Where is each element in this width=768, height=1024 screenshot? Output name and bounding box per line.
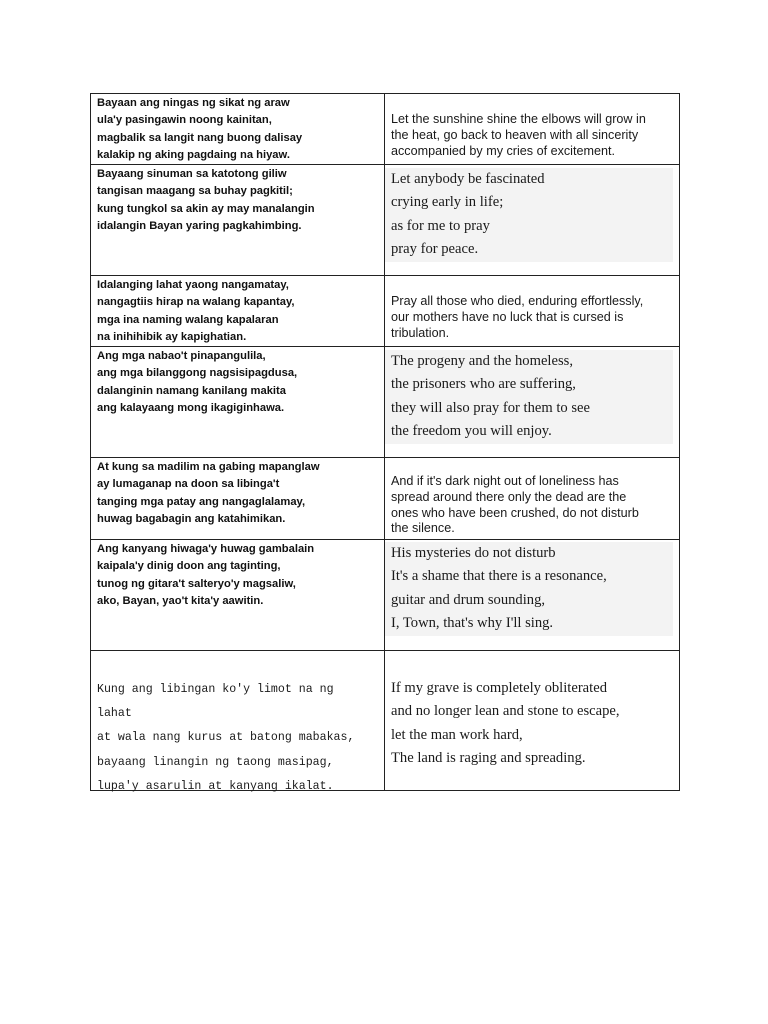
verse-line: guitar and drum sounding, — [391, 591, 546, 608]
verse-line: the heat, go back to heaven with all sincerity — [391, 127, 639, 142]
table-row — [91, 276, 680, 347]
verse-line: nangagtiis hirap na walang kapantay, — [97, 296, 295, 309]
verse-line: ang mga bilanggong nagsisipagdusa, — [97, 367, 298, 380]
verse-line: ula'y pasingawin noong kainitan, — [97, 114, 272, 127]
english-stanza — [385, 112, 679, 159]
table-row — [91, 165, 680, 276]
verse-line: crying early in life; — [391, 194, 504, 211]
verse-line: magbalik sa langit nang buong dalisay — [97, 131, 303, 144]
verse-line: lahat — [97, 707, 132, 721]
verse-line: ones who have been crushed, do not disturb — [391, 505, 639, 520]
verse-line: dalanginin namang kanilang makita — [97, 384, 286, 397]
tagalog-cell — [91, 94, 385, 164]
verse-line: Ang kanyang hiwaga'y huwag gambalain — [97, 543, 315, 555]
verse-line: the prisoners who are suffering, — [391, 376, 576, 393]
english-cell — [385, 94, 680, 164]
verse-line: Idalanging lahat yaong nangamatay, — [97, 279, 289, 291]
verse-line: kalakip ng aking pagdaing na hiyaw. — [97, 148, 290, 161]
verse-line: tunog ng gitara't salteryo'y magsaliw, — [97, 577, 296, 590]
tagalog-stanza — [91, 541, 384, 610]
verse-line: ako, Bayan, yao't kita'y aawitin. — [97, 594, 264, 607]
verse-line: Bayaan ang ningas ng sikat ng araw — [97, 97, 290, 109]
english-cell — [385, 540, 680, 650]
english-stanza — [385, 350, 673, 444]
verse-line: tribulation. — [391, 325, 450, 340]
verse-line: tanging mga patay ang nangaglalamay, — [97, 495, 306, 508]
english-stanza — [385, 542, 673, 636]
tagalog-cell — [91, 458, 385, 539]
english-cell — [385, 165, 680, 275]
verse-line: they will also pray for them to see — [391, 399, 590, 416]
english-stanza — [385, 168, 673, 262]
verse-line: If my grave is completely obliterated — [391, 680, 607, 696]
table-row — [91, 540, 680, 651]
verse-line: Kung ang libingan ko'y limot na ng — [97, 683, 334, 696]
english-cell — [385, 276, 680, 346]
verse-line: And if it's dark night out of loneliness has — [391, 474, 619, 488]
verse-line: lupa'y asarulin at kanyang ikalat. — [97, 779, 334, 793]
verse-line: at wala nang kurus at batong mabakas, — [97, 731, 355, 745]
verse-line: bayaang linangin ng taong masipag, — [97, 755, 334, 769]
table-row — [91, 94, 680, 165]
verse-line: Bayaang sinuman sa katotong giliw — [97, 168, 287, 180]
english-cell — [385, 347, 680, 457]
english-cell — [385, 651, 680, 790]
tagalog-stanza — [91, 95, 384, 164]
verse-line: spread around there only the dead are the — [391, 489, 627, 504]
tagalog-cell — [91, 347, 385, 457]
table-row — [91, 651, 680, 791]
verse-line: let the man work hard, — [391, 726, 523, 743]
table-row — [91, 458, 680, 540]
verse-line: The land is raging and spreading. — [391, 750, 586, 767]
tagalog-cell — [91, 651, 385, 793]
tagalog-stanza — [91, 678, 384, 799]
verse-line: na inihihibik ay kapighatian. — [97, 330, 247, 343]
tagalog-stanza — [91, 277, 384, 346]
verse-line: ay lumaganap na doon sa libinga't — [97, 478, 280, 491]
verse-line: pray for peace. — [391, 241, 479, 258]
verse-line: kung tungkol sa akin ay may manalangin — [97, 202, 315, 215]
verse-line: the silence. — [391, 521, 455, 536]
verse-line: Ang mga nabao't pinapangulila, — [97, 350, 266, 362]
verse-line: accompanied by my cries of excitement. — [391, 143, 615, 158]
verse-line: tangisan maagang sa buhay pagkitil; — [97, 185, 293, 198]
verse-line: I, Town, that's why I'll sing. — [391, 615, 554, 632]
verse-line: Pray all those who died, enduring effortlessly, — [391, 294, 644, 308]
verse-line: the freedom you will enjoy. — [391, 423, 552, 440]
verse-line: our mothers have no luck that is cursed is — [391, 309, 624, 324]
verse-line: At kung sa madilim na gabing mapanglaw — [97, 461, 320, 473]
verse-line: idalangin Bayan yaring pagkahimbing. — [97, 219, 302, 232]
english-cell — [385, 458, 680, 539]
english-stanza — [385, 294, 679, 341]
tagalog-cell — [91, 540, 385, 650]
verse-line: and no longer lean and stone to escape, — [391, 703, 620, 720]
verse-line: It's a shame that there is a resonance, — [391, 568, 607, 585]
verse-line: His mysteries do not disturb — [391, 545, 556, 561]
verse-line: as for me to pray — [391, 217, 490, 234]
translation-table — [90, 93, 680, 791]
verse-line: The progeny and the homeless, — [391, 353, 573, 369]
tagalog-stanza — [91, 348, 384, 417]
verse-line: mga ina naming walang kapalaran — [97, 313, 279, 326]
verse-line: kaipala'y dinig doon ang taginting, — [97, 560, 281, 573]
tagalog-stanza — [91, 166, 384, 235]
tagalog-stanza — [91, 459, 384, 528]
tagalog-cell — [91, 276, 385, 346]
verse-line: ang kalayaang mong ikagiginhawa. — [97, 401, 285, 414]
verse-line: huwag bagabagin ang katahimikan. — [97, 512, 286, 525]
verse-line: Let the sunshine shine the elbows will grow in — [391, 112, 646, 126]
tagalog-cell — [91, 165, 385, 275]
verse-line: Let anybody be fascinated — [391, 171, 545, 187]
english-stanza — [385, 677, 679, 771]
table-row — [91, 347, 680, 458]
english-stanza — [385, 474, 679, 537]
